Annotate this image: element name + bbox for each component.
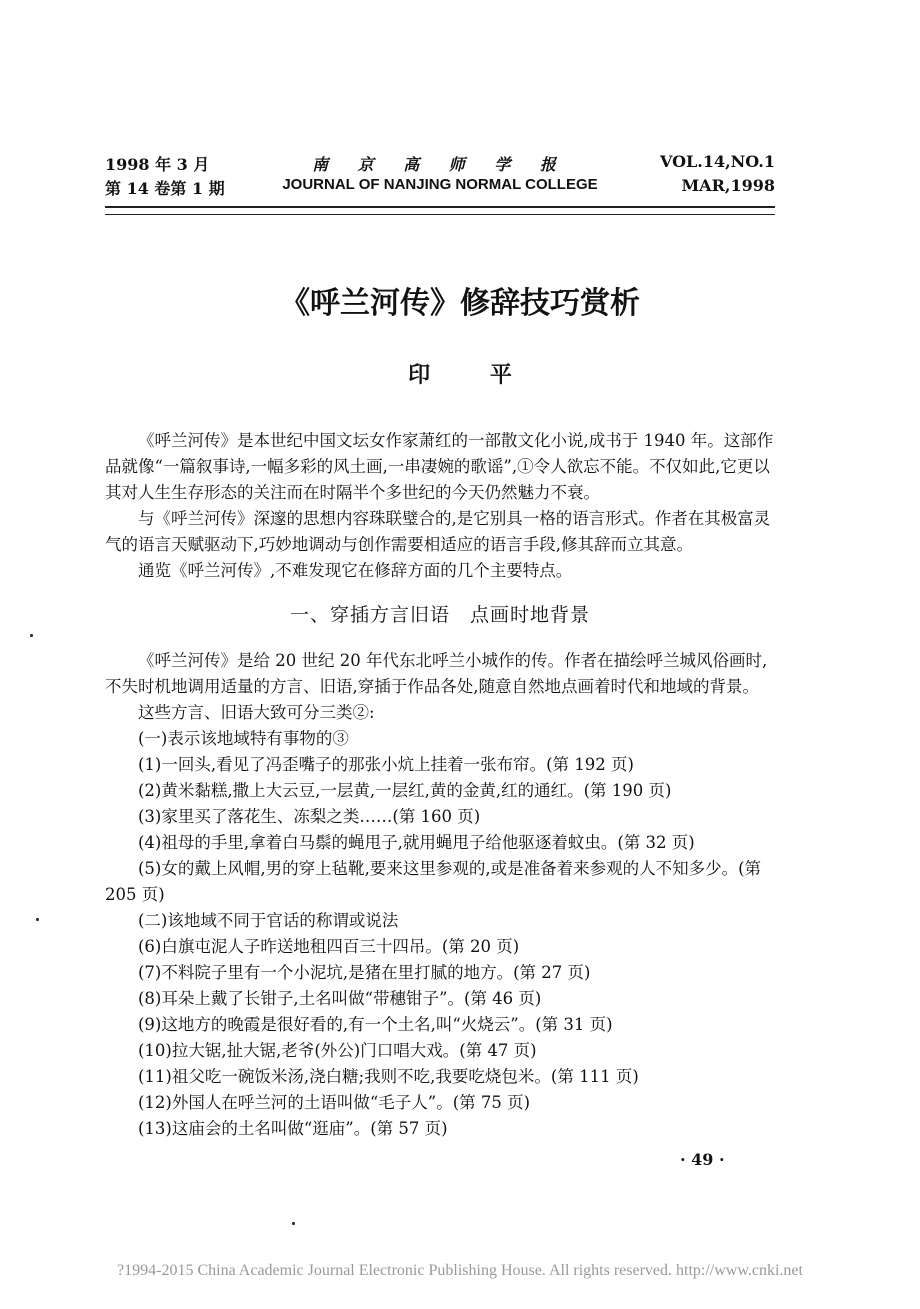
example-sentence: (8)耳朵上戴了长钳子,土名叫做“带穗钳子”。(第 46 页) [138, 989, 542, 1008]
intro-paragraph: 《呼兰河传》是本世纪中国文坛女作家萧红的一部散文化小说,成书于 1940 年。这部作品就像“一篇叙事诗,一幅多彩的风土画,一串凄婉的歌谣”,①令人欲忘不能。不仅如此,它更以其对人生生存形态的关注而在时隔半个多世纪的今天仍然魅力不衰。 [105, 431, 774, 502]
example-sentence: (9)这地方的晚霞是很好看的,有一个土名,叫“火烧云”。(第 31 页) [138, 1015, 613, 1034]
example-sentence: (13)这庙会的土名叫做“逛庙”。(第 57 页) [138, 1119, 448, 1138]
issue-date-en: MAR,1998 [681, 176, 775, 195]
example-sentence: (4)祖母的手里,拿着白马鬃的蝇甩子,就用蝇甩子给他驱逐着蚊虫。(第 32 页) [138, 833, 695, 852]
section-heading: 一、穿插方言旧语 点画时地背景 [289, 604, 590, 626]
article-title: 《呼兰河传》修辞技巧赏析 [280, 286, 640, 321]
intro-paragraph: 通览《呼兰河传》,不难发现它在修辞方面的几个主要特点。 [138, 561, 573, 580]
category-heading: (一)表示该地域特有事物的③ [138, 729, 349, 748]
volume-number-cn: 第 14 卷第 1 期 [105, 179, 225, 198]
scan-speck [292, 1222, 295, 1225]
scan-speck [36, 918, 39, 921]
example-sentence: (6)白旗屯泥人子昨送地租四百三十四吊。(第 20 页) [138, 937, 520, 956]
example-sentence: (12)外国人在呼兰河的土语叫做“毛子人”。(第 75 页) [138, 1093, 531, 1112]
example-sentence: (1)一回头,看见了冯歪嘴子的那张小炕上挂着一张布帘。(第 192 页) [138, 755, 634, 774]
copyright-footer: ?1994-2015 China Academic Journal Electronic Publishing House. All rights reserved. http://www.cnki.net [117, 1262, 803, 1279]
volume-number-en: VOL.14,NO.1 [659, 152, 775, 171]
example-sentence: (11)祖父吃一碗饭米汤,浇白糖;我则不吃,我要吃烧包米。(第 111 页) [138, 1067, 639, 1086]
header-rule [105, 206, 775, 215]
issue-date-cn: 1998 年 3 月 [105, 155, 210, 174]
example-sentence: (10)拉大锯,扯大锯,老爷(外公)门口唱大戏。(第 47 页) [138, 1041, 537, 1060]
example-sentence: (7)不料院子里有一个小泥坑,是猪在里打腻的地方。(第 27 页) [138, 963, 591, 982]
journal-name-en: JOURNAL OF NANJING NORMAL COLLEGE [282, 176, 598, 193]
journal-name-cn: 南 京 高 师 学 报 [312, 155, 568, 174]
scan-speck [30, 634, 33, 637]
example-sentence: (5)女的戴上风帽,男的穿上毡靴,要来这里参观的,或是准备着来参观的人不知多少。(第 205 页) [105, 859, 762, 904]
intro-paragraph: 与《呼兰河传》深邃的思想内容珠联璧合的,是它别具一格的语言形式。作者在其极富灵气的语言天赋驱动下,巧妙地调动与创作需要相适应的语言手段,修其辞而立其意。 [105, 509, 771, 554]
example-sentence: (2)黄米黏糕,撒上大云豆,一层黄,一层红,黄的金黄,红的通红。(第 190 页) [138, 781, 672, 800]
category-lead: 这些方言、旧语大致可分三类②: [138, 703, 375, 722]
running-header [105, 152, 775, 212]
section-paragraph: 《呼兰河传》是给 20 世纪 20 年代东北呼兰小城作的传。作者在描绘呼兰城风俗画时,不失时机地调用适量的方言、旧语,穿插于作品各处,随意自然地点画着时代和地域的背景。 [105, 651, 768, 696]
example-sentence: (3)家里买了落花生、冻梨之类……(第 160 页) [138, 807, 481, 826]
article-body [105, 428, 775, 1142]
category-heading: (二)该地域不同于官话的称谓或说法 [138, 911, 399, 930]
page-number: · 49 · [680, 1150, 725, 1169]
article-author: 印 平 [408, 362, 538, 388]
